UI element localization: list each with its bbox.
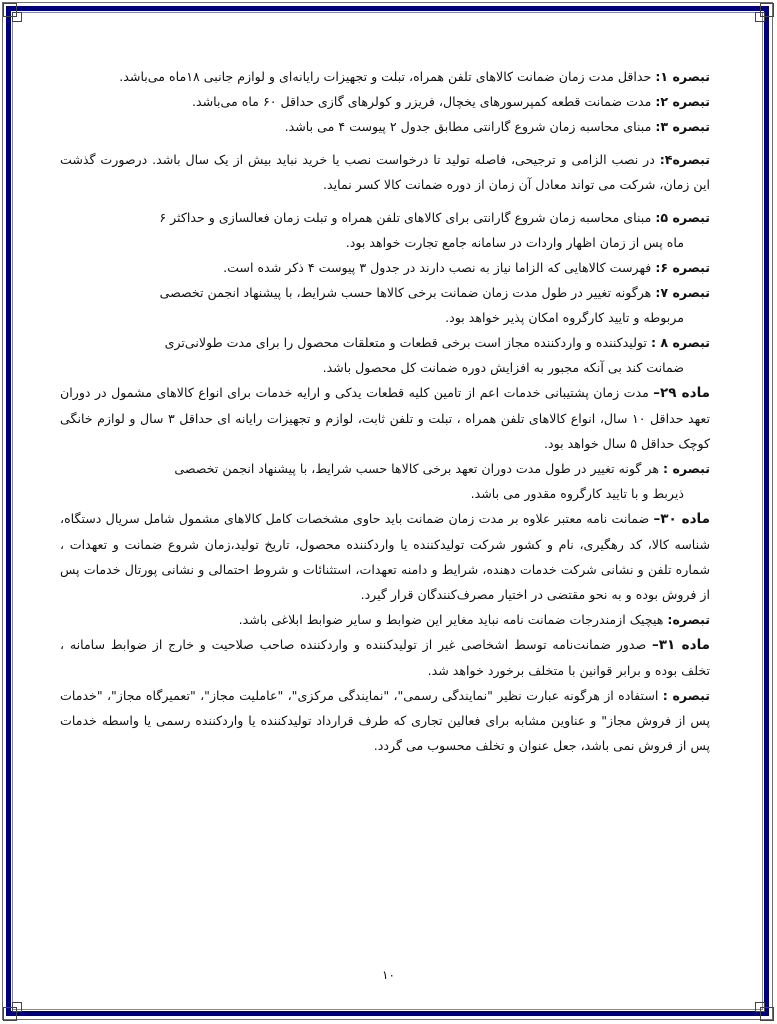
note-text: در نصب الزامی و ترجیحی، فاصله تولید تا درخواست نصب یا خرید نباید بیش از یک سال باشد. درصورت گذشت این زمان، شرکت می تواند معادل آن زمان از دوره ضمانت کالا کسر نماید. xyxy=(60,152,710,192)
note-label: تبصره: xyxy=(667,612,710,627)
note-text: مبنای محاسبه زمان شروع گارانتی مطابق جدول ۲ پیوست ۴ می باشد. xyxy=(284,119,656,134)
article-29-note-continuation: ذیربط و با تایید کارگروه مقدور می باشد. xyxy=(470,486,684,501)
article-31 xyxy=(60,632,710,683)
corner-ornament-top-left-inner xyxy=(12,12,22,22)
note-label: تبصره ۶: xyxy=(655,260,710,275)
note-label: تبصره ۱: xyxy=(655,69,710,84)
note-7 xyxy=(60,280,710,305)
note-5-continuation: ماه پس از زمان اظهار واردات در سامانه جامع تجارت خواهد بود. xyxy=(345,235,684,250)
note-label: تبصره ۸ : xyxy=(650,335,710,350)
note-label: تبصره ۲: xyxy=(655,94,710,109)
note-5 xyxy=(60,205,710,230)
note-text: هر گونه تغییر در طول مدت دوران تعهد برخی کالاها حسب شرایط، با پیشنهاد انجمن تخصصی xyxy=(174,461,664,476)
note-text: هرگونه تغییر در طول مدت زمان ضمانت برخی کالاها حسب شرایط، با پیشنهاد انجمن تخصصی xyxy=(159,285,656,300)
corner-ornament-bottom-left-inner xyxy=(12,1002,22,1012)
article-text: ضمانت نامه معتبر علاوه بر مدت زمان ضمانت باید حاوی مشخصات کامل کالاهای مشمول شامل سریال دستگاه، شناسه کالا، کد رهگیری، نام و کشور شرکت تولیدکننده یا واردکننده محصول، تاریخ تولید،زمان شروع ضمانت و تعهدات ، شماره تلفن و نشانی شرکت خدمات دهنده، شرایط و دامنه تعهدات، استثنائات و شروط احتمالی و نشانی پورتال خدمات پس از فروش بوده و به نحو مقتضی در اختیار مصرف‌کنندگان قرار گیرد. xyxy=(60,511,710,602)
note-4 xyxy=(60,147,710,197)
document-body xyxy=(60,64,710,758)
note-6 xyxy=(60,255,710,280)
note-label: تبصره : xyxy=(662,688,710,703)
article-text: صدور ضمانت‌نامه توسط اشخاصی غیر از تولیدکننده و واردکننده صاحب صلاحیت و خارج از ضوابط سامانه ، تخلف بوده و برابر قوانین با متخلف برخورد خواهد شد. xyxy=(60,637,710,678)
note-8-continuation: ضمانت کند بی آنکه مجبور به افزایش دوره ضمانت کل محصول باشد. xyxy=(322,360,684,375)
note-label: تبصره۴: xyxy=(659,152,710,167)
note-1 xyxy=(60,64,710,89)
article-29 xyxy=(60,380,710,456)
note-text: فهرست کالاهایی که الزاما نیاز به نصب دارند در جدول ۳ پیوست ۴ ذکر شده است. xyxy=(223,260,656,275)
note-text: استفاده از هرگونه عبارت نظیر "نمایندگی رسمی"، "نمایندگی مرکزی"، "عاملیت مجاز"، "تعمیرگاه مجاز"، "خدمات پس از فروش مجاز" و عناوین مشابه برای فعالین تجاری که طرف قرارداد تولیدکننده یا واردکننده رسمی یا واسطه خدمات پس از فروش نمی باشد، جعل عنوان و تخلف محسوب می گردد. xyxy=(60,688,710,753)
article-text: مدت زمان پشتیبانی خدمات اعم از تامین کلیه قطعات یدکی و ارایه خدمات برای انواع کالاهای مشمول در دوران تعهد حداقل ۱۰ سال، انواع کالاهای تلفن همراه ، تبلت و تلفن ثابت، لوازم و تجهیزات رایانه ای حداقل ۳ سال و لوازم خانگی کوچک حداقل ۵ سال خواهد بود. xyxy=(60,385,710,451)
note-text: هیچیک ازمندرجات ضمانت نامه نباید مغایر این ضوابط و سایر ضوابط ابلاغی باشد. xyxy=(238,612,668,627)
note-label: تبصره ۳: xyxy=(655,119,710,134)
note-2 xyxy=(60,89,710,114)
note-text: مدت ضمانت قطعه کمپرسورهای یخچال، فریزر و کولرهای گازی حداقل ۶۰ ماه می‌باشد. xyxy=(191,94,656,109)
corner-ornament-top-right-inner xyxy=(755,12,765,22)
article-label: ماده ۳۱– xyxy=(651,637,710,653)
note-7-continuation: مربوطه و تایید کارگروه امکان پذیر خواهد بود. xyxy=(445,310,684,325)
corner-ornament-bottom-right-inner xyxy=(755,1002,765,1012)
note-text: مبنای محاسبه زمان شروع گارانتی برای کالاهای تلفن همراه و تبلت زمان فعالسازی و حداکثر ۶ xyxy=(159,210,656,225)
note-label: تبصره ۷: xyxy=(655,285,710,300)
note-text: تولیدکننده و واردکننده مجاز است برخی قطعات و متعلقات محصول را برای مدت طولانی‌تری xyxy=(164,335,651,350)
note-text: حداقل مدت زمان ضمانت کالاهای تلفن همراه، تبلت و تجهیزات رایانه‌ای و لوازم جانبی ۱۸ماه می‌باشد. xyxy=(119,69,656,84)
article-30 xyxy=(60,506,710,607)
page-number: ۱۰ xyxy=(382,968,395,982)
article-31-note xyxy=(60,683,710,758)
note-label: تبصره : xyxy=(663,461,710,476)
article-30-note xyxy=(60,607,710,632)
article-29-note xyxy=(60,456,710,481)
note-label: تبصره ۵: xyxy=(655,210,710,225)
article-label: ماده ۲۹– xyxy=(653,385,710,401)
article-label: ماده ۳۰– xyxy=(653,511,710,527)
note-3 xyxy=(60,114,710,139)
note-8 xyxy=(60,330,710,355)
